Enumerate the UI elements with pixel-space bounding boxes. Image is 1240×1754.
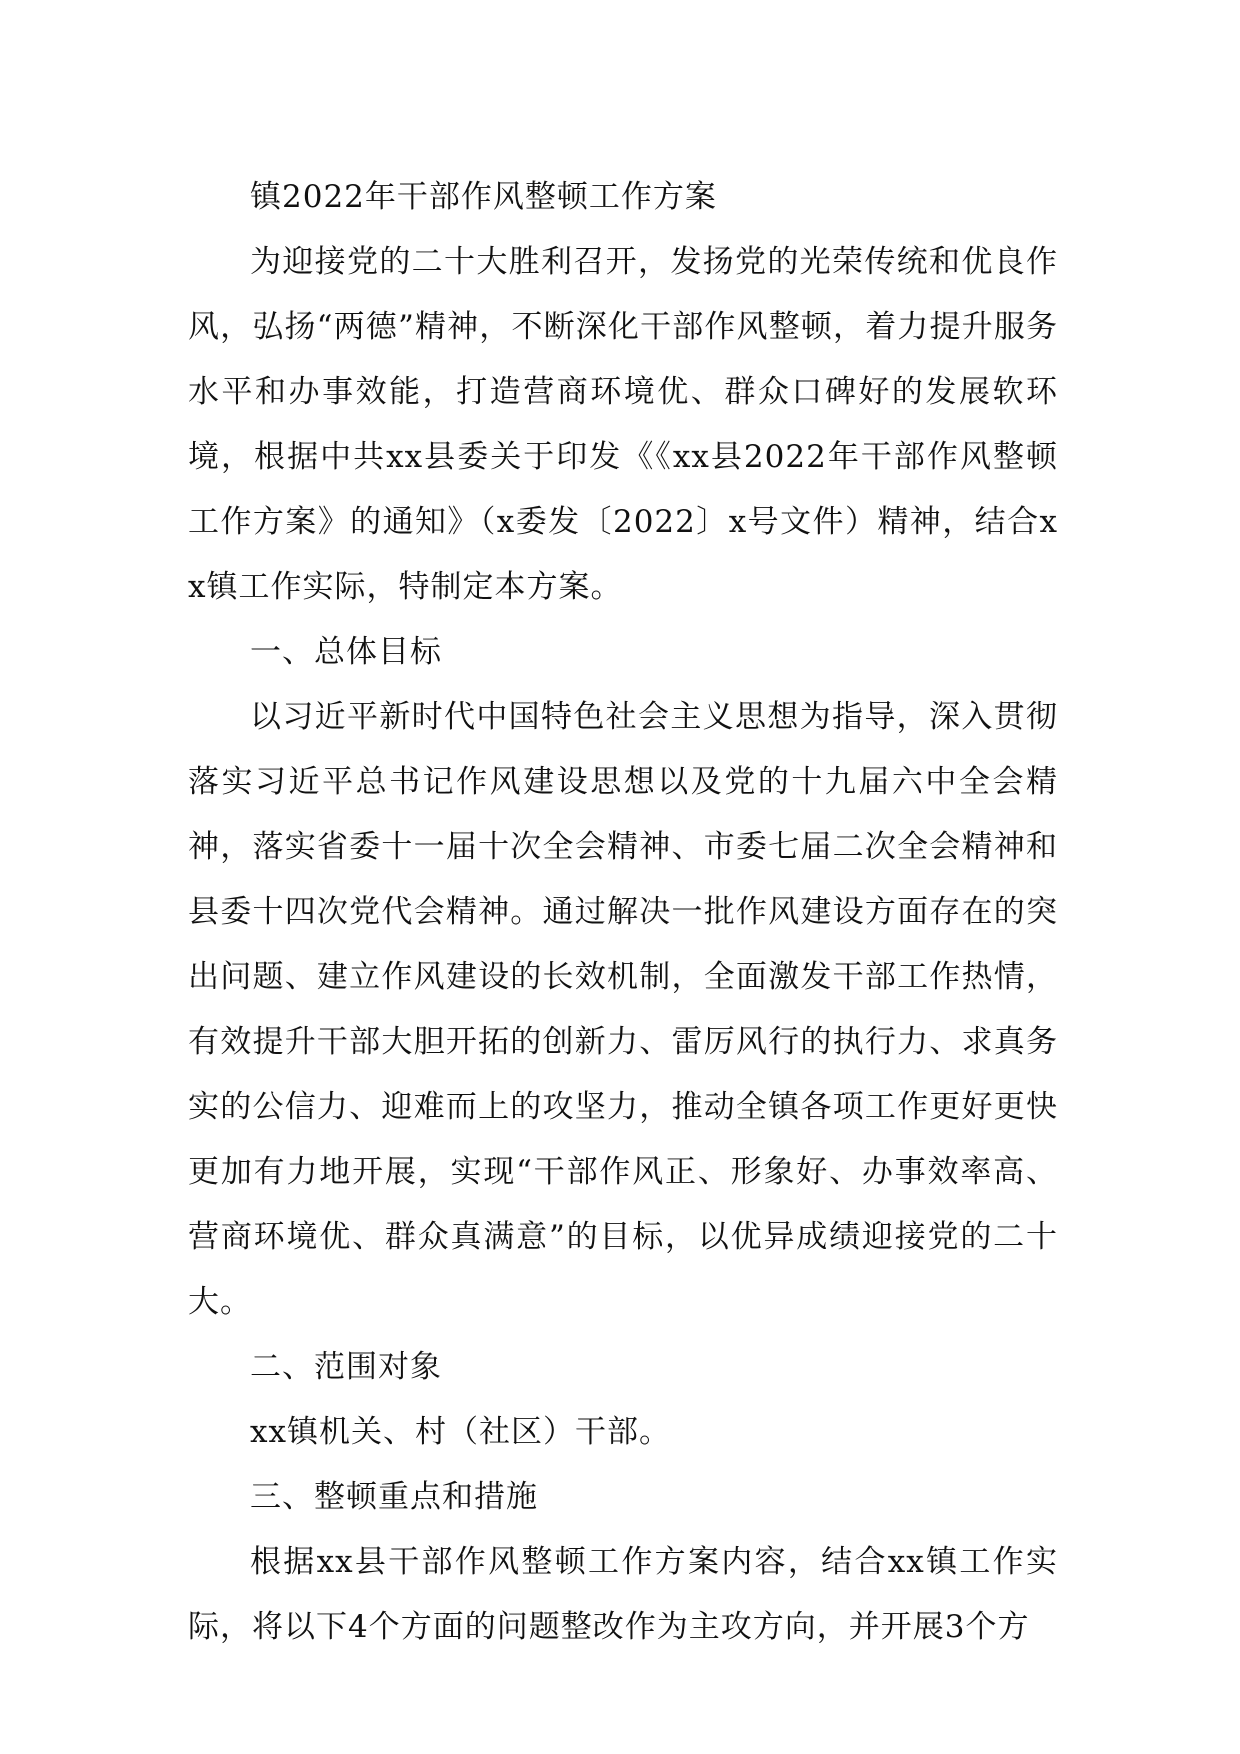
section-2-paragraph: xx镇机关、村（社区）干部。 — [250, 1414, 671, 1450]
document-body — [188, 165, 1058, 1660]
section-1-heading: 一、总体目标 — [250, 634, 442, 670]
section-1-paragraph: 以习近平新时代中国特色社会主义思想为指导，深入贯彻落实习近平总书记作风建设思想以及党的十九届六中全会精神，落实省委十一届十次全会精神、市委七届二次全会精神和县委十四次党代会精神。通过解决一批作风建设方面存在的突出问题、建立作风建设的长效机制，全面激发干部工作热情，有效提升干部大胆开拓的创新力、雷厉风行的执行力、求真务实的公信力、迎难而上的攻坚力，推动全镇各项工作更好更快更加有力地开展，实现“干部作风正、形象好、办事效率高、营商环境优、群众真满意”的目标，以优异成绩迎接党的二十大。 — [188, 699, 1058, 1320]
section-2-heading: 二、范围对象 — [250, 1349, 442, 1385]
document-title: 镇2022年干部作风整顿工作方案 — [250, 179, 717, 215]
intro-paragraph: 为迎接党的二十大胜利召开，发扬党的光荣传统和优良作风，弘扬“两德”精神，不断深化干部作风整顿，着力提升服务水平和办事效能，打造营商环境优、群众口碑好的发展软环境，根据中共xx县委关于印发《《xx县2022年干部作风整顿工作方案》的通知》（x委发〔2022〕x号文件）精神，结合xx镇工作实际，特制定本方案。 — [188, 244, 1058, 605]
section-3-heading: 三、整顿重点和措施 — [250, 1479, 538, 1515]
section-3-paragraph: 根据xx县干部作风整顿工作方案内容，结合xx镇工作实际，将以下4个方面的问题整改作为主攻方向，并开展3个方 — [188, 1544, 1058, 1645]
